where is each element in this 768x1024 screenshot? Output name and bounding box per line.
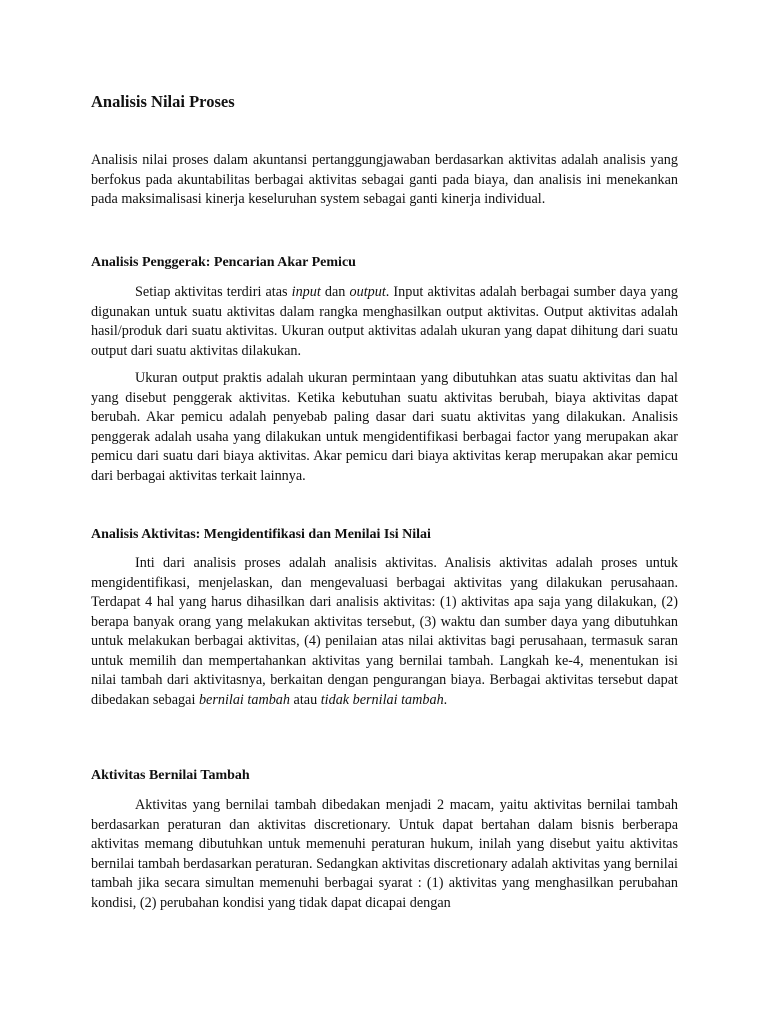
- paragraph-penggerak-2: Ukuran output praktis adalah ukuran permintaan yang dibutuhkan atas suatu aktivitas dan hal yang disebut penggerak aktivitas. Ketika kebutuhan suatu aktivitas berubah, biaya aktivitas dapat berubah. Akar pemicu adalah penyebab paling dasar dari suatu aktivitas yang dilakukan. Analisis penggerak adalah usaha yang dilakukan untuk mengidentifikasi berbagai factor yang merupakan akar pemicu dari suatu dari biaya aktivitas. Akar pemicu dari biaya aktivitas kerap merupakan akar pemicu dari berbagai aktivitas terkait lainnya.: [91, 370, 678, 484]
- text-run: atau: [289, 691, 321, 708]
- italic-term-tidak-bernilai-tambah: tidak bernilai tambah: [320, 691, 444, 708]
- document-title: Analisis Nilai Proses: [91, 92, 235, 111]
- paragraph-penggerak-1: [91, 283, 678, 361]
- paragraph-aktivitas-1: [91, 554, 678, 710]
- italic-term-bernilai-tambah: bernilai tambah: [198, 691, 290, 708]
- section-heading-penggerak: Analisis Penggerak: Pencarian Akar Pemicu: [91, 255, 356, 270]
- text-run: . Input aktivitas adalah berbagai sumber daya yang digunakan untuk suatu aktivitas dalam rangka menghasilkan output aktivitas. Output aktivitas adalah hasil/produk dari suatu aktivitas. Ukuran output aktivitas adalah ukuran yang dapat dihitung dari suatu output dari suatu aktivitas dilakukan.: [91, 284, 678, 359]
- italic-term-input: input: [291, 284, 321, 300]
- text-run: Setiap aktivitas terdiri atas: [135, 284, 292, 300]
- section-heading-aktivitas: Analisis Aktivitas: Mengidentifikasi dan Menilai Isi Nilai: [91, 527, 431, 542]
- paragraph-bernilai-tambah-1: Aktivitas yang bernilai tambah dibedakan menjadi 2 macam, yaitu aktivitas bernilai tambah berdasarkan peraturan dan aktivitas discretionary. Untuk dapat bertahan dalam bisnis berberapa aktivitas memang dibutuhkan untuk memenuhi peraturan hukum, inilah yang disebut yaitu aktivitas bernilai tambah berdasarkan peraturan. Sedangkan aktivitas discretionary adalah aktivitas yang bernilai tambah jika secara simultan memenuhi berbagai syarat : (1) aktivitas yang menghasilkan perubahan kondisi, (2) perubahan kondisi yang tidak dapat dicapai dengan: [91, 797, 678, 911]
- text-run: dan: [320, 284, 350, 300]
- italic-term-output: output: [349, 284, 386, 300]
- section-heading-bernilai-tambah: Aktivitas Bernilai Tambah: [91, 768, 250, 783]
- text-run: .: [443, 691, 448, 708]
- text-run: Inti dari analisis proses adalah analisis aktivitas. Analisis aktivitas adalah proses untuk mengidentifikasi, menjelaskan, dan mengevaluasi berbagai aktivitas yang dilakukan perusahaan. Terdapat 4 hal yang harus dihasilkan dari analisis aktivitas: (1) aktivitas apa saja yang dilakukan, (2) berapa banyak orang yang melakukan aktivitas tersebut, (3) waktu dan sumber daya yang dibutuhkan untuk melakukan berbagai aktivitas, (4) penilaian atas nilai aktivitas bagi perusahaan, termasuk saran untuk memilih dan mempertahankan aktivitas yang bernilai tambah. Langkah ke-4, menentukan isi nilai tambah dari aktivitasnya, berkaitan dengan pengurangan biaya. Berbagai aktivitas tersebut dapat dibedakan sebagai: [91, 555, 678, 708]
- intro-paragraph: Analisis nilai proses dalam akuntansi pertanggungjawaban berdasarkan aktivitas adalah analisis yang berfokus pada akuntabilitas berbagai aktivitas sebagai ganti pada biaya, dan analisis ini menekankan pada maksimalisasi kinerja keseluruhan system sebagai ganti kinerja individual.: [91, 152, 678, 207]
